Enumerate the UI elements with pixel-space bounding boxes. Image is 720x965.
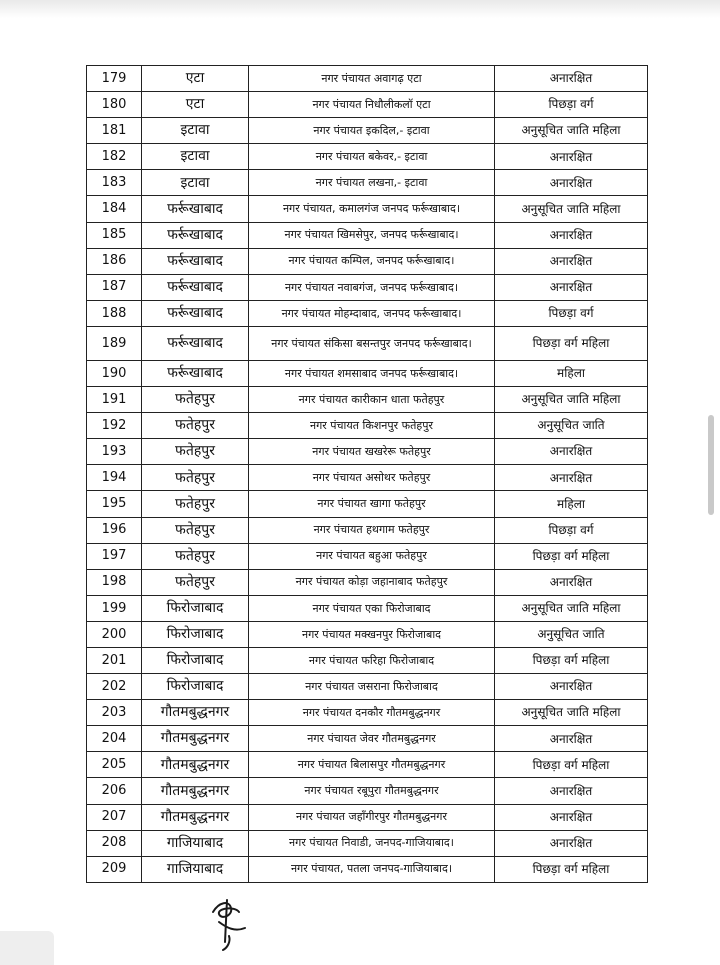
row-number: 183 [87,170,142,196]
reservation-category-cell: अनुसूचित जाति महिला [495,387,648,413]
district-cell: फतेहपुर [142,413,249,439]
table-body [87,66,648,883]
row-number: 202 [87,674,142,700]
reservation-category-cell: अनुसूचित जाति महिला [495,595,648,621]
row-number: 207 [87,804,142,830]
district-cell: फतेहपुर [142,465,249,491]
reservation-category-cell: अनारक्षित [495,222,648,248]
municipal-body-cell: नगर पंचायत फरिहा फिरोजाबाद [249,647,495,673]
table-row [87,413,648,439]
row-number: 181 [87,118,142,144]
district-cell: गौतमबुद्धनगर [142,778,249,804]
municipal-body-cell: नगर पंचायत एका फिरोजाबाद [249,595,495,621]
municipal-body-cell: नगर पंचायत जेवर गौतमबुद्धनगर [249,726,495,752]
table-row [87,543,648,569]
table-row [87,66,648,92]
table-row [87,300,648,326]
district-cell: इटावा [142,144,249,170]
reservation-category-cell: पिछड़ा वर्ग महिला [495,752,648,778]
table-row [87,752,648,778]
row-number: 187 [87,274,142,300]
district-cell: एटा [142,66,249,92]
row-number: 208 [87,830,142,856]
row-number: 205 [87,752,142,778]
table-row [87,118,648,144]
table-row [87,222,648,248]
municipal-body-cell: नगर पंचायत कम्पिल, जनपद फर्रूखाबाद। [249,248,495,274]
reservation-table [86,65,648,883]
municipal-body-cell: नगर पंचायत खखरेरू फतेहपुर [249,439,495,465]
row-number: 199 [87,595,142,621]
municipal-body-cell: नगर पंचायत इकदिल,- इटावा [249,118,495,144]
table-row [87,517,648,543]
municipal-body-cell: नगर पंचायत जसराना फिरोजाबाद [249,674,495,700]
scrollbar[interactable] [708,415,714,515]
district-cell: फतेहपुर [142,491,249,517]
district-cell: फर्रूखाबाद [142,326,249,360]
municipal-body-cell: नगर पंचायत दनकौर गौतमबुद्धनगर [249,700,495,726]
municipal-body-cell: नगर पंचायत बहुआ फतेहपुर [249,543,495,569]
municipal-body-cell: नगर पंचायत निवाडी, जनपद-गाजियाबाद। [249,830,495,856]
reservation-category-cell: पिछड़ा वर्ग [495,92,648,118]
table-row [87,595,648,621]
row-number: 192 [87,413,142,439]
district-cell: एटा [142,92,249,118]
district-cell: गौतमबुद्धनगर [142,700,249,726]
district-cell: फतेहपुर [142,439,249,465]
reservation-category-cell: पिछड़ा वर्ग महिला [495,647,648,673]
table-row [87,491,648,517]
municipal-body-cell: नगर पंचायत खागा फतेहपुर [249,491,495,517]
reservation-category-cell: अनारक्षित [495,726,648,752]
municipal-body-cell: नगर पंचायत मक्खनपुर फिरोजाबाद [249,621,495,647]
row-number: 182 [87,144,142,170]
municipal-body-cell: नगर पंचायत खिमसेपुर, जनपद फर्रूखाबाद। [249,222,495,248]
district-cell: फतेहपुर [142,517,249,543]
municipal-body-cell: नगर पंचायत जहाँगीरपुर गौतमबुद्धनगर [249,804,495,830]
municipal-body-cell: नगर पंचायत कारीकान धाता फतेहपुर [249,387,495,413]
table-row [87,170,648,196]
row-number: 200 [87,621,142,647]
table-row [87,621,648,647]
municipal-body-cell: नगर पंचायत बकेवर,- इटावा [249,144,495,170]
municipal-body-cell: नगर पंचायत कोड़ा जहानाबाद फतेहपुर [249,569,495,595]
district-cell: फिरोजाबाद [142,595,249,621]
reservation-category-cell: अनारक्षित [495,674,648,700]
municipal-body-cell: नगर पंचायत लखना,- इटावा [249,170,495,196]
district-cell: गौतमबुद्धनगर [142,726,249,752]
municipal-body-cell: नगर पंचायत, कमालगंज जनपद फर्रूखाबाद। [249,196,495,222]
row-number: 188 [87,300,142,326]
table-row [87,804,648,830]
reservation-category-cell: अनुसूचित जाति महिला [495,700,648,726]
reservation-category-cell: महिला [495,491,648,517]
district-cell: फर्रूखाबाद [142,222,249,248]
district-cell: फर्रूखाबाद [142,300,249,326]
table-row [87,465,648,491]
row-number: 191 [87,387,142,413]
row-number: 184 [87,196,142,222]
reservation-category-cell: अनारक्षित [495,274,648,300]
table-row [87,196,648,222]
reservation-category-cell: अनारक्षित [495,248,648,274]
district-cell: फिरोजाबाद [142,674,249,700]
reservation-category-cell: अनारक्षित [495,439,648,465]
reservation-category-cell: अनारक्षित [495,170,648,196]
municipal-body-cell: नगर पंचायत शमसाबाद जनपद फर्रूखाबाद। [249,360,495,386]
reservation-category-cell: अनारक्षित [495,465,648,491]
municipal-body-cell: नगर पंचायत नवाबगंज, जनपद फर्रूखाबाद। [249,274,495,300]
table-row [87,274,648,300]
reservation-category-cell: अनारक्षित [495,66,648,92]
table-row [87,439,648,465]
row-number: 206 [87,778,142,804]
row-number: 196 [87,517,142,543]
row-number: 190 [87,360,142,386]
row-number: 179 [87,66,142,92]
district-cell: फतेहपुर [142,543,249,569]
reservation-category-cell: पिछड़ा वर्ग महिला [495,326,648,360]
reservation-category-cell: अनारक्षित [495,804,648,830]
district-cell: गौतमबुद्धनगर [142,752,249,778]
district-cell: फतेहपुर [142,387,249,413]
table-row [87,144,648,170]
row-number: 201 [87,647,142,673]
table-row [87,674,648,700]
table-row [87,569,648,595]
row-number: 198 [87,569,142,595]
reservation-category-cell: अनुसूचित जाति [495,413,648,439]
reservation-category-cell: अनारक्षित [495,569,648,595]
reservation-category-cell: पिछड़ा वर्ग [495,300,648,326]
district-cell: गाजियाबाद [142,856,249,882]
municipal-body-cell: नगर पंचायत बिलासपुर गौतमबुद्धनगर [249,752,495,778]
row-number: 189 [87,326,142,360]
reservation-category-cell: महिला [495,360,648,386]
row-number: 194 [87,465,142,491]
municipal-body-cell: नगर पंचायत अवागढ़ एटा [249,66,495,92]
district-cell: इटावा [142,118,249,144]
table-row [87,387,648,413]
municipal-body-cell: नगर पंचायत रबूपुरा गौतमबुद्धनगर [249,778,495,804]
reservation-category-cell: अनुसूचित जाति महिला [495,196,648,222]
table-row [87,726,648,752]
table-row [87,326,648,360]
reservation-category-cell: अनारक्षित [495,144,648,170]
municipal-body-cell: नगर पंचायत निधौलीकलॉ एटा [249,92,495,118]
table-row [87,647,648,673]
municipal-body-cell: नगर पंचायत, पतला जनपद-गाजियाबाद। [249,856,495,882]
reservation-category-cell: पिछड़ा वर्ग महिला [495,543,648,569]
table-row [87,248,648,274]
row-number: 197 [87,543,142,569]
municipal-body-cell: नगर पंचायत संकिसा बसन्तपुर जनपद फर्रूखाबाद। [249,326,495,360]
row-number: 209 [87,856,142,882]
row-number: 195 [87,491,142,517]
district-cell: गौतमबुद्धनगर [142,804,249,830]
municipal-body-cell: नगर पंचायत किशनपुर फतेहपुर [249,413,495,439]
table-row [87,778,648,804]
municipal-body-cell: नगर पंचायत मोहम्दाबाद, जनपद फर्रूखाबाद। [249,300,495,326]
table-row [87,856,648,882]
table-row [87,700,648,726]
table-row [87,92,648,118]
row-number: 204 [87,726,142,752]
reservation-category-cell: अनुसूचित जाति [495,621,648,647]
row-number: 185 [87,222,142,248]
district-cell: फर्रूखाबाद [142,360,249,386]
reservation-category-cell: पिछड़ा वर्ग महिला [495,856,648,882]
page-top-shadow [0,0,720,18]
reservation-category-cell: अनारक्षित [495,778,648,804]
district-cell: फर्रूखाबाद [142,248,249,274]
reservation-category-cell: पिछड़ा वर्ग [495,517,648,543]
row-number: 186 [87,248,142,274]
corner-fold [0,931,54,965]
district-cell: फिरोजाबाद [142,621,249,647]
table-row [87,830,648,856]
district-cell: फर्रूखाबाद [142,274,249,300]
reservation-category-cell: अनुसूचित जाति महिला [495,118,648,144]
district-cell: फर्रूखाबाद [142,196,249,222]
signature-mark [205,892,253,954]
row-number: 203 [87,700,142,726]
district-cell: गाजियाबाद [142,830,249,856]
district-cell: फतेहपुर [142,569,249,595]
municipal-body-cell: नगर पंचायत असोथर फतेहपुर [249,465,495,491]
district-cell: इटावा [142,170,249,196]
reservation-category-cell: अनारक्षित [495,830,648,856]
table-row [87,360,648,386]
municipal-body-cell: नगर पंचायत हथगाम फतेहपुर [249,517,495,543]
district-cell: फिरोजाबाद [142,647,249,673]
row-number: 180 [87,92,142,118]
row-number: 193 [87,439,142,465]
